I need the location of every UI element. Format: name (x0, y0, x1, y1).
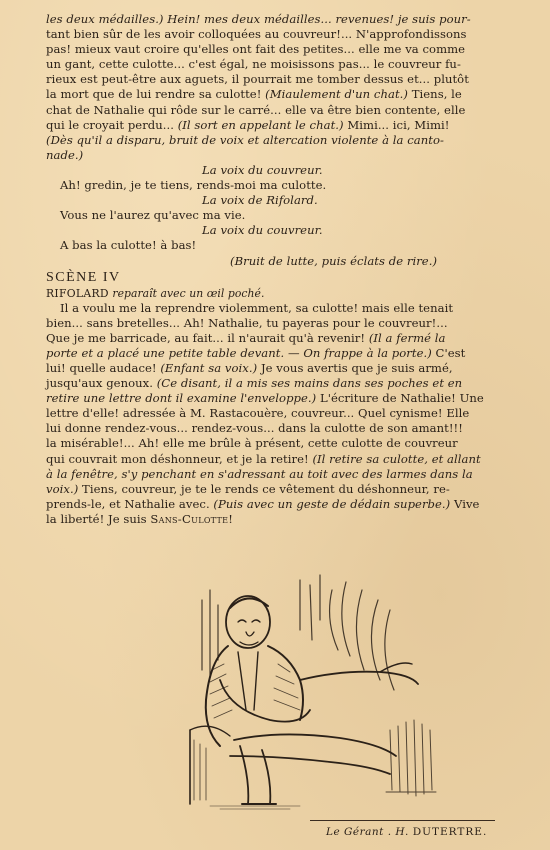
body-text (46, 12, 498, 527)
stage-direction: (Dès qu'il a disparu, bruit de voix et altercation violente à la canto- (46, 132, 444, 147)
text-line: retire une lettre dont il examine l'enveloppe.) L'écriture de Nathalie! Une (46, 391, 484, 406)
footer-gerant: Le Gérant . H. DUTERTRE. (326, 826, 488, 838)
voice-couvreur: La voix du couvreur. (202, 223, 323, 238)
text-line: porte et a placé une petite table devant. — On frappe à la porte.) C'est (46, 345, 466, 360)
text-line: la liberté! Je suis Sans-Culotte! (46, 511, 233, 526)
text-line: un gant, cette culotte... c'est égal, ne moisissons pas... le couvreur fu- (46, 57, 461, 72)
scene-title: SCÈNE IV (46, 269, 121, 285)
scene-character-line (46, 286, 498, 301)
text-line: prends-le, et Nathalie avec. (Puis avec un geste de dédain superbe.) Vive (46, 496, 480, 511)
speech-line: Ah! gredin, je te tiens, rends-moi ma culotte. (60, 178, 327, 193)
text-line: Il a voulu me la reprendre violemment, sa culotte! mais elle tenait (60, 300, 454, 315)
text-line: voix.) Tiens, couvreur, je te le rends ce vêtement du déshonneur, re- (46, 481, 450, 496)
text-line: bien... sans bretelles... Ah! Nathalie, tu payeras pour le couvreur!... (46, 315, 448, 330)
text-line: jusqu'aux genoux. (Ce disant, il a mis ses mains dans ses poches et en (46, 376, 463, 391)
text-line: lettre d'elle! adressée à M. Rastacouère, couvreur... Quel cynisme! Elle (46, 406, 470, 421)
text-line: la misérable!... Ah! elle me brûle à présent, cette culotte de couvreur (46, 436, 458, 451)
stage-direction: (Bruit de lutte, puis éclats de rire.) (230, 253, 438, 268)
speech-line: A bas la culotte! à bas! (60, 238, 197, 253)
text-line: Que je me barricade, au fait... il n'aurait qu'à revenir! (Il a fermé la (46, 330, 446, 345)
text-line: chat de Nathalie qui rôde sur le carré... elle va être bien contente, elle (46, 102, 466, 117)
text-line: les deux médailles.) Hein! mes deux médailles... revenues! je suis pour- (46, 12, 471, 26)
speech-line: Vous ne l'aurez qu'avec ma vie. (60, 208, 246, 223)
text-line: lui donne rendez-vous... rendez-vous... dans la culotte de son amant!!! (46, 421, 463, 436)
voice-rifolard: La voix de Rifolard. (202, 193, 318, 208)
voice-couvreur: La voix du couvreur. (202, 162, 323, 177)
text-line: qui le croyait perdu... (Il sort en appelant le chat.) Mimi... ici, Mimi! (46, 117, 450, 132)
scene-direction: reparaît avec un œil poché. (112, 286, 265, 300)
character-name: RIFOLARD (46, 286, 109, 300)
seated-man-illustration (150, 560, 450, 810)
stage-direction: nade.) (46, 147, 84, 162)
gerant-name: DUTERTRE. (412, 826, 488, 838)
text-line: la mort que de lui rendre sa culotte! (Miaulement d'un chat.) Tiens, le (46, 87, 462, 102)
text-line: lui! quelle audace! (Enfant sa voix.) Je vous avertis que je suis armé, (46, 360, 453, 375)
text-line: tant bien sûr de les avoir colloquées au couvreur!... N'approfondissons (46, 27, 467, 42)
text-line: qui couvrait mon déshonneur, et je la retire! (Il retire sa culotte, et allant (46, 451, 481, 466)
sans-culotte-word: Sans-Culotte (150, 511, 229, 526)
stage-direction: à la fenêtre, s'y penchant en s'adressant au toit avec des larmes dans la (46, 466, 473, 481)
text-line: pas! mieux vaut croire qu'elles ont fait des petites... elle me va comme (46, 42, 466, 57)
footer-rule (310, 820, 495, 821)
text-line: rieux est peut-être aux aguets, il pourrait me tomber dessus et... plutôt (46, 72, 469, 87)
